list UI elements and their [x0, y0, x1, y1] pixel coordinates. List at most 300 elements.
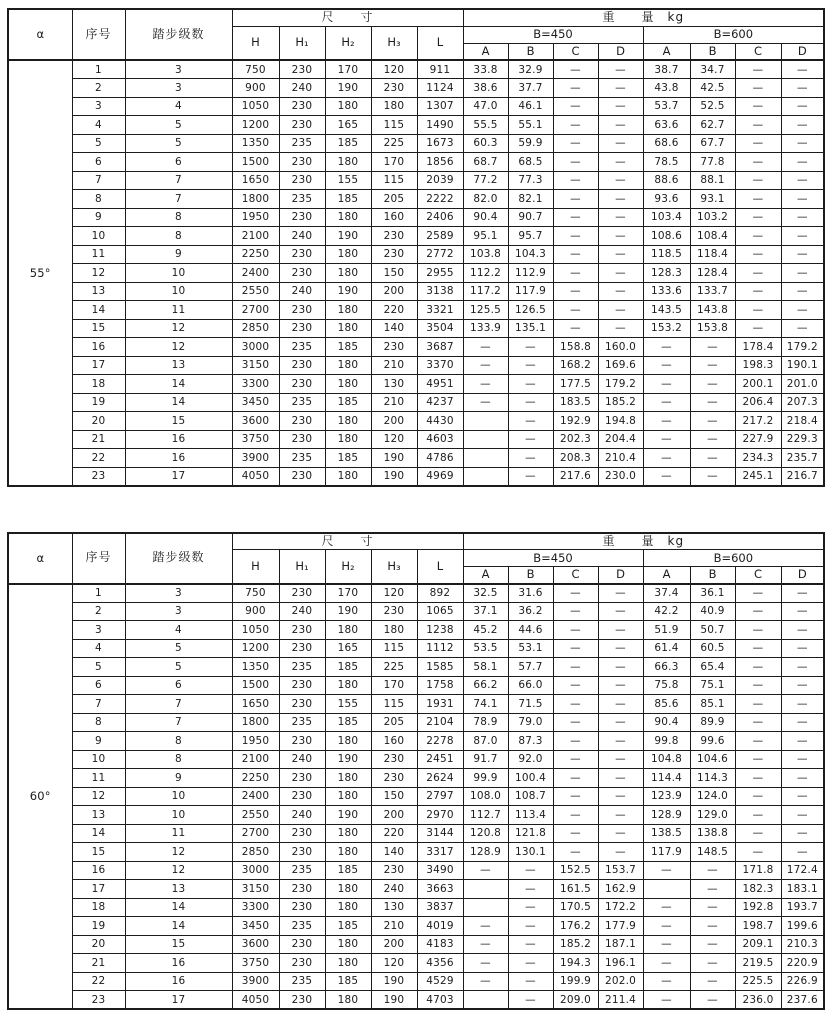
table-cell: 180 — [325, 880, 371, 899]
table-cell: — — [553, 134, 598, 153]
table-cell: 115 — [371, 171, 417, 190]
table-cell: 190 — [325, 227, 371, 246]
table-cell: 126.5 — [508, 301, 553, 320]
table-cell: 2 — [72, 602, 125, 621]
table-cell: 120.8 — [463, 824, 508, 843]
table-cell: — — [735, 79, 781, 98]
table-cell: 194.3 — [553, 954, 598, 973]
table-row — [8, 843, 824, 862]
table-cell: 42.2 — [643, 602, 690, 621]
table-cell: — — [553, 97, 598, 116]
table-cell: 93.1 — [690, 190, 735, 209]
table-cell: — — [463, 972, 508, 991]
table-cell: 16 — [125, 449, 232, 468]
table-cell: — — [735, 319, 781, 338]
table-cell: — — [508, 972, 553, 991]
header-col-l: L — [417, 550, 463, 584]
header-b450-group: B=450 — [463, 26, 643, 43]
table-cell: 217.2 — [735, 412, 781, 431]
table-cell: 114.4 — [643, 769, 690, 788]
table-cell: — — [781, 153, 824, 172]
table-cell: 235 — [279, 972, 325, 991]
table-cell: 196.1 — [598, 954, 643, 973]
table-cell: 115 — [371, 695, 417, 714]
table-cell: 210 — [371, 393, 417, 412]
table-cell: 230 — [279, 60, 325, 79]
table-cell: 124.0 — [690, 787, 735, 806]
table-cell: 130.1 — [508, 843, 553, 862]
table-cell: 5 — [125, 658, 232, 677]
table-cell: — — [508, 375, 553, 394]
table-cell: 3144 — [417, 824, 463, 843]
table-cell: 230.0 — [598, 467, 643, 486]
table-cell: — — [553, 787, 598, 806]
table-cell: 185 — [325, 917, 371, 936]
table-cell: — — [735, 824, 781, 843]
table-cell: 1500 — [232, 676, 279, 695]
table-cell: 133.7 — [690, 282, 735, 301]
table-cell: 46.1 — [508, 97, 553, 116]
table-cell: 1500 — [232, 153, 279, 172]
table-cell: — — [598, 621, 643, 640]
table-cell: — — [781, 824, 824, 843]
table-cell: 201.0 — [781, 375, 824, 394]
table-cell: 230 — [279, 153, 325, 172]
table-cell: 11 — [125, 301, 232, 320]
table-cell: 103.2 — [690, 208, 735, 227]
table-cell: 15 — [72, 319, 125, 338]
table-row — [8, 824, 824, 843]
table-cell: 1 — [72, 584, 125, 603]
table-cell: — — [735, 769, 781, 788]
table-cell: — — [553, 695, 598, 714]
table-cell: 200 — [371, 412, 417, 431]
table-cell: 4 — [72, 639, 125, 658]
table-cell: 121.8 — [508, 824, 553, 843]
table-cell: 2624 — [417, 769, 463, 788]
table-cell: 230 — [279, 412, 325, 431]
header-b450-col-b: B — [508, 43, 553, 60]
table-cell: 230 — [279, 991, 325, 1010]
table-cell: — — [735, 732, 781, 751]
table-cell: 12 — [125, 843, 232, 862]
table-cell: — — [643, 972, 690, 991]
table-cell: — — [553, 713, 598, 732]
table-row — [8, 208, 824, 227]
table-cell: — — [553, 153, 598, 172]
table-cell: 3300 — [232, 375, 279, 394]
table-cell: 9 — [125, 769, 232, 788]
table-cell: 5 — [72, 134, 125, 153]
table-cell: 112.2 — [463, 264, 508, 283]
table-cell: 118.4 — [690, 245, 735, 264]
table-row — [8, 732, 824, 751]
table-cell: 190 — [325, 602, 371, 621]
table-row — [8, 787, 824, 806]
table-cell: 87.3 — [508, 732, 553, 751]
table-cell: 31.6 — [508, 584, 553, 603]
table-cell: 130 — [371, 375, 417, 394]
table-cell: 171.8 — [735, 861, 781, 880]
table-cell: 2100 — [232, 227, 279, 246]
table-cell: 60.3 — [463, 134, 508, 153]
table-cell: 1350 — [232, 658, 279, 677]
table-cell: 3900 — [232, 449, 279, 468]
table-cell: 199.6 — [781, 917, 824, 936]
table-cell: 220 — [371, 301, 417, 320]
table-cell: — — [553, 769, 598, 788]
table-cell: 187.1 — [598, 935, 643, 954]
table-cell: 128.9 — [463, 843, 508, 862]
table-cell: — — [463, 356, 508, 375]
table-cell: 179.2 — [781, 338, 824, 357]
table-cell: 2400 — [232, 787, 279, 806]
table-cell: 117.9 — [643, 843, 690, 862]
table-cell: 108.0 — [463, 787, 508, 806]
table-cell: — — [781, 621, 824, 640]
table-cell: 230 — [279, 430, 325, 449]
table-cell: — — [553, 639, 598, 658]
table-cell: 2 — [72, 79, 125, 98]
table-cell: 114.3 — [690, 769, 735, 788]
table-cell: — — [598, 208, 643, 227]
table-cell: 3 — [72, 621, 125, 640]
table-cell: 1200 — [232, 639, 279, 658]
table-cell: 12 — [72, 264, 125, 283]
table-cell: 230 — [371, 227, 417, 246]
table-row — [8, 449, 824, 468]
table-cell: 3663 — [417, 880, 463, 899]
table-cell: — — [690, 393, 735, 412]
table-cell: 66.2 — [463, 676, 508, 695]
table-cell: 180 — [325, 467, 371, 486]
table-cell: — — [643, 375, 690, 394]
table-cell: — — [735, 171, 781, 190]
table-cell: 4430 — [417, 412, 463, 431]
table-cell: — — [643, 338, 690, 357]
table-cell: 235 — [279, 713, 325, 732]
table-cell: 230 — [279, 787, 325, 806]
table-cell: — — [643, 393, 690, 412]
table-cell: 55.1 — [508, 116, 553, 135]
table-cell: 78.5 — [643, 153, 690, 172]
table-cell: 230 — [279, 171, 325, 190]
table-row — [8, 97, 824, 116]
table-cell: 204.4 — [598, 430, 643, 449]
table-cell: — — [690, 338, 735, 357]
table-cell: 7 — [72, 171, 125, 190]
table-cell: 4356 — [417, 954, 463, 973]
header-b450-col-a: A — [463, 567, 508, 584]
table-cell: 3900 — [232, 972, 279, 991]
table-cell: 17 — [72, 880, 125, 899]
header-b600-col-a: A — [643, 43, 690, 60]
table-cell: 3837 — [417, 898, 463, 917]
table-cell: 230 — [279, 880, 325, 899]
table-cell: 190 — [371, 972, 417, 991]
table-cell: 170 — [325, 584, 371, 603]
table-cell: 44.6 — [508, 621, 553, 640]
table-cell: — — [463, 861, 508, 880]
table-cell: 150 — [371, 787, 417, 806]
table-cell: 89.9 — [690, 713, 735, 732]
table-cell: 7 — [125, 190, 232, 209]
table-cell: 16 — [125, 954, 232, 973]
table-cell: 13 — [72, 806, 125, 825]
table-cell: — — [735, 190, 781, 209]
table-cell: — — [781, 190, 824, 209]
table-cell: 230 — [279, 584, 325, 603]
table-cell: 40.9 — [690, 602, 735, 621]
table-cell: 4951 — [417, 375, 463, 394]
table-cell: — — [781, 264, 824, 283]
table-row — [8, 639, 824, 658]
table-row — [8, 861, 824, 880]
table-cell: 2955 — [417, 264, 463, 283]
header-steps: 踏步级数 — [125, 533, 232, 584]
table-cell: — — [643, 449, 690, 468]
table-cell: — — [735, 787, 781, 806]
table-cell: 11 — [72, 769, 125, 788]
table-cell: 180 — [325, 787, 371, 806]
table-cell: 1950 — [232, 732, 279, 751]
table-cell: — — [735, 639, 781, 658]
table-cell: 3300 — [232, 898, 279, 917]
table-cell: 230 — [279, 467, 325, 486]
table-cell: 3504 — [417, 319, 463, 338]
table-cell: 209.1 — [735, 935, 781, 954]
table-body-55deg — [8, 60, 824, 486]
table-cell: 104.3 — [508, 245, 553, 264]
table-cell: 235 — [279, 861, 325, 880]
table-cell: — — [598, 602, 643, 621]
table-cell: 235 — [279, 658, 325, 677]
table-cell: 123.9 — [643, 787, 690, 806]
table-cell: — — [598, 824, 643, 843]
table-cell: 180 — [325, 356, 371, 375]
table-cell: 16 — [125, 972, 232, 991]
table-cell: 170 — [371, 153, 417, 172]
table-cell: — — [735, 621, 781, 640]
table-cell: 37.1 — [463, 602, 508, 621]
table-cell: — — [553, 806, 598, 825]
table-cell: 230 — [279, 954, 325, 973]
table-cell: 148.5 — [690, 843, 735, 862]
table-cell: 3000 — [232, 338, 279, 357]
table-cell: 170 — [325, 60, 371, 79]
table-cell: 45.2 — [463, 621, 508, 640]
table-cell: 2700 — [232, 301, 279, 320]
table-row — [8, 769, 824, 788]
table-cell: — — [735, 134, 781, 153]
table-cell: 7 — [125, 171, 232, 190]
table-cell: — — [553, 732, 598, 751]
table-cell: 68.5 — [508, 153, 553, 172]
table-cell: — — [735, 227, 781, 246]
table-cell: 7 — [125, 713, 232, 732]
table-cell: — — [735, 676, 781, 695]
table-cell: 230 — [279, 319, 325, 338]
table-cell: — — [553, 750, 598, 769]
table-cell: 3687 — [417, 338, 463, 357]
table-cell: — — [463, 954, 508, 973]
table-cell: 138.5 — [643, 824, 690, 843]
table-row — [8, 116, 824, 135]
table-cell: 23 — [72, 991, 125, 1010]
table-cell: 230 — [279, 898, 325, 917]
table-cell: 22 — [72, 449, 125, 468]
table-cell: 200 — [371, 282, 417, 301]
table-cell: 8 — [125, 750, 232, 769]
table-cell: — — [781, 319, 824, 338]
table-cell: — — [598, 171, 643, 190]
table-cell: 210.3 — [781, 935, 824, 954]
table-cell: — — [735, 282, 781, 301]
table-cell: 180 — [325, 935, 371, 954]
table-cell: 117.2 — [463, 282, 508, 301]
header-col-h3: H₃ — [371, 550, 417, 584]
table-cell: 55.5 — [463, 116, 508, 135]
table-cell: — — [643, 430, 690, 449]
table-cell: — — [781, 301, 824, 320]
table-cell: 4703 — [417, 991, 463, 1010]
table-row — [8, 227, 824, 246]
header-b600-col-a: A — [643, 567, 690, 584]
table-cell: 202.3 — [553, 430, 598, 449]
table-cell: — — [553, 658, 598, 677]
table-cell: 180 — [371, 621, 417, 640]
table-cell: 1238 — [417, 621, 463, 640]
table-cell: 3 — [125, 60, 232, 79]
table-cell: 236.0 — [735, 991, 781, 1010]
table-cell: 1050 — [232, 97, 279, 116]
table-cell — [463, 467, 508, 486]
table-cell: 230 — [279, 824, 325, 843]
table-cell: 185.2 — [598, 393, 643, 412]
table-cell: — — [598, 301, 643, 320]
table-cell: 230 — [279, 695, 325, 714]
table-cell: — — [781, 695, 824, 714]
table-cell: — — [598, 282, 643, 301]
table-cell: — — [690, 880, 735, 899]
table-cell: — — [690, 449, 735, 468]
table-cell: — — [643, 935, 690, 954]
table-cell: 42.5 — [690, 79, 735, 98]
table-cell: — — [643, 861, 690, 880]
table-cell: 3600 — [232, 935, 279, 954]
table-cell: 10 — [125, 282, 232, 301]
table-cell: 180 — [325, 412, 371, 431]
table-cell: 240 — [279, 227, 325, 246]
table-cell: 37.7 — [508, 79, 553, 98]
table-cell: 230 — [371, 861, 417, 880]
table-cell: — — [553, 60, 598, 79]
table-cell: 108.6 — [643, 227, 690, 246]
table-cell: 185 — [325, 449, 371, 468]
table-cell: 161.5 — [553, 880, 598, 899]
header-b450-col-a: A — [463, 43, 508, 60]
table-cell: 2278 — [417, 732, 463, 751]
table-cell: 6 — [72, 676, 125, 695]
table-cell: — — [598, 843, 643, 862]
table-cell: — — [781, 282, 824, 301]
table-cell: 143.8 — [690, 301, 735, 320]
table-cell: 128.4 — [690, 264, 735, 283]
table-cell: 7 — [72, 695, 125, 714]
table-cell: 8 — [125, 227, 232, 246]
table-cell: 8 — [125, 208, 232, 227]
table-row — [8, 319, 824, 338]
table-cell: 103.8 — [463, 245, 508, 264]
table-row — [8, 750, 824, 769]
table-cell: 192.9 — [553, 412, 598, 431]
table-cell: 180 — [325, 898, 371, 917]
table-cell: 900 — [232, 79, 279, 98]
table-cell: 4603 — [417, 430, 463, 449]
table-cell: — — [553, 227, 598, 246]
table-cell: 115 — [371, 639, 417, 658]
table-cell: 32.5 — [463, 584, 508, 603]
table-cell: 50.7 — [690, 621, 735, 640]
table-cell: 23 — [72, 467, 125, 486]
table-cell: 1585 — [417, 658, 463, 677]
table-cell: — — [508, 917, 553, 936]
table-cell: 100.4 — [508, 769, 553, 788]
table-cell: — — [508, 356, 553, 375]
table-cell: — — [598, 806, 643, 825]
table-cell: 235 — [279, 393, 325, 412]
table-cell: 180 — [325, 732, 371, 751]
table-row — [8, 621, 824, 640]
table-cell: 234.3 — [735, 449, 781, 468]
table-cell: 1 — [72, 60, 125, 79]
table-cell: 11 — [72, 245, 125, 264]
table-cell: 9 — [72, 732, 125, 751]
table-cell: 20 — [72, 412, 125, 431]
table-cell: 227.9 — [735, 430, 781, 449]
table-cell: 71.5 — [508, 695, 553, 714]
table-cell: — — [781, 713, 824, 732]
table-cell: 235 — [279, 338, 325, 357]
table-cell: 90.4 — [643, 713, 690, 732]
header-b600-col-b: B — [690, 43, 735, 60]
table-cell: 194.8 — [598, 412, 643, 431]
table-cell — [463, 991, 508, 1010]
table-cell: 180 — [325, 245, 371, 264]
table-cell: — — [598, 639, 643, 658]
table-cell: 230 — [371, 602, 417, 621]
table-cell: 104.8 — [643, 750, 690, 769]
table-cell: 235 — [279, 190, 325, 209]
table-cell: 3317 — [417, 843, 463, 862]
table-cell: — — [781, 171, 824, 190]
table-cell: 6 — [125, 676, 232, 695]
table-cell: 2772 — [417, 245, 463, 264]
table-cell: 11 — [125, 824, 232, 843]
table-cell: 128.9 — [643, 806, 690, 825]
table-cell: 1307 — [417, 97, 463, 116]
table-cell: — — [508, 898, 553, 917]
table-cell: 1124 — [417, 79, 463, 98]
table-cell: — — [553, 621, 598, 640]
table-cell: 143.5 — [643, 301, 690, 320]
table-cell: 180 — [325, 319, 371, 338]
table-cell: 38.6 — [463, 79, 508, 98]
table-cell: 1673 — [417, 134, 463, 153]
table-cell: 4050 — [232, 467, 279, 486]
header-seq: 序号 — [72, 533, 125, 584]
table-cell: 179.2 — [598, 375, 643, 394]
